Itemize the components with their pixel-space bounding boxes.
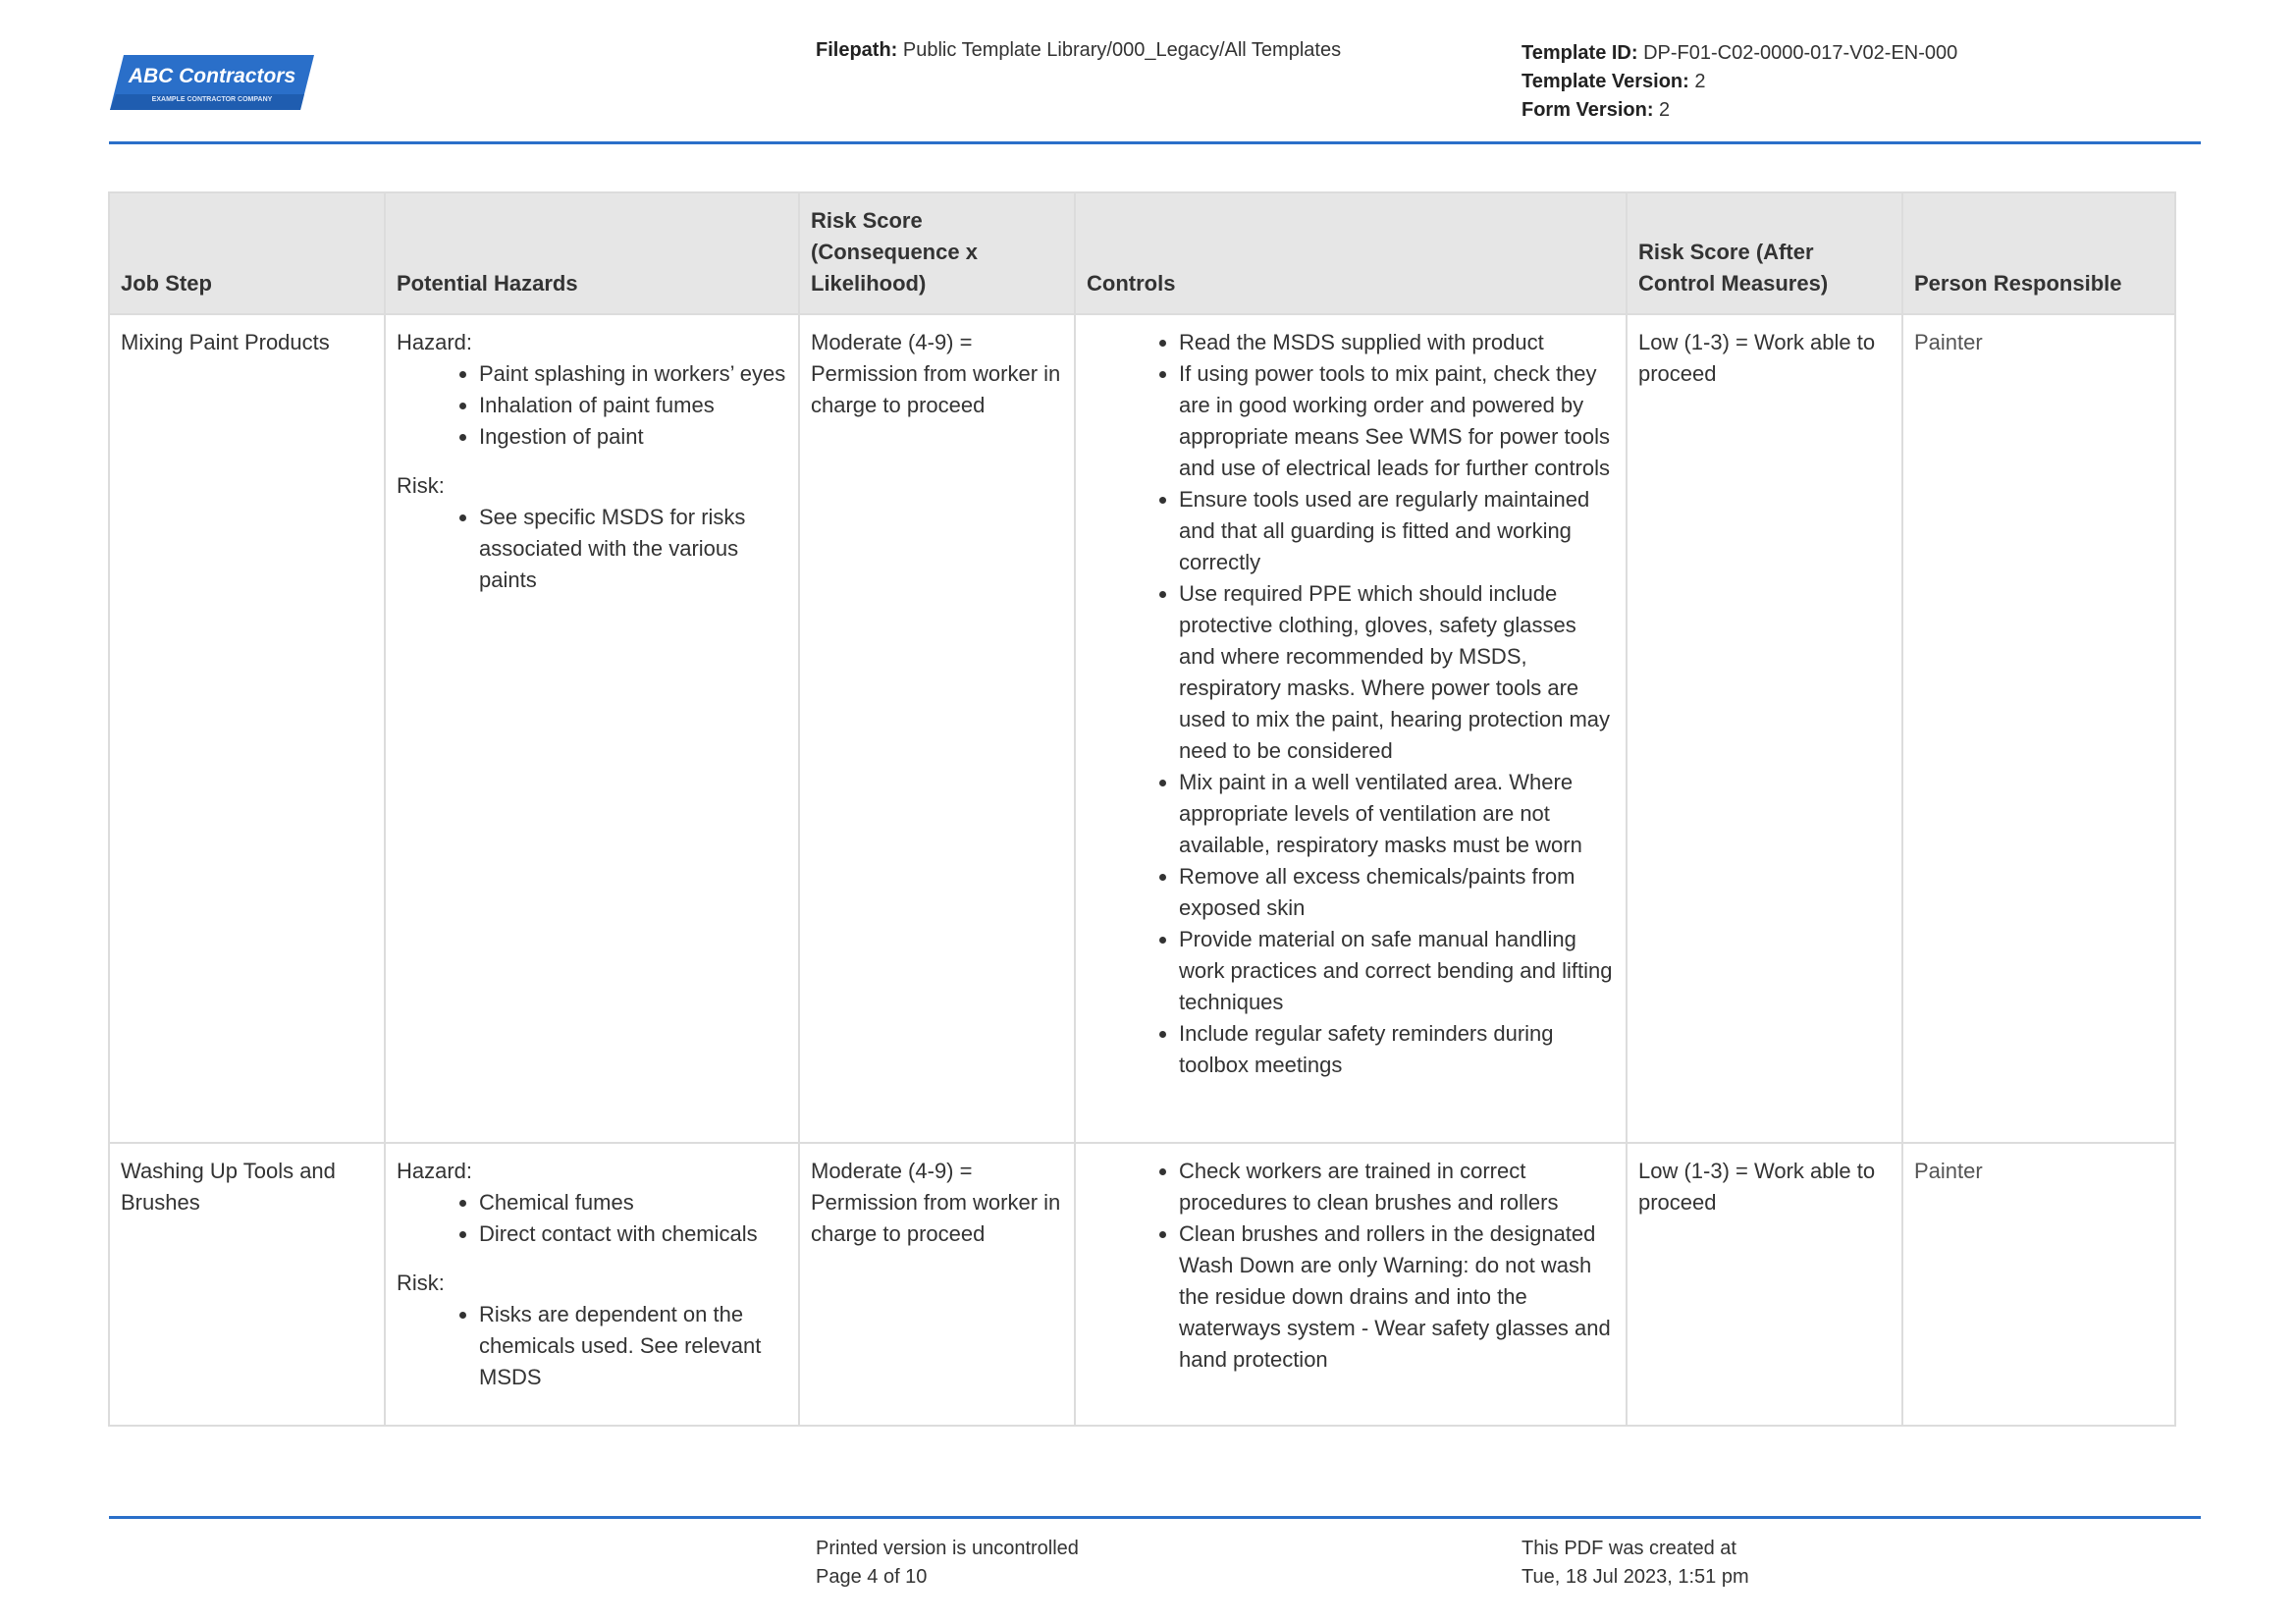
hazard-list xyxy=(397,358,787,453)
person-responsible-cell: Painter xyxy=(1902,314,2175,1143)
list-item: • See specific MSDS for risks associated with the various paints xyxy=(479,502,787,596)
logo-badge xyxy=(110,53,316,112)
hazard-label: Hazard: xyxy=(397,1159,473,1183)
hazard-list xyxy=(397,1187,787,1250)
template-version xyxy=(1522,68,1957,96)
column-header-job-step: Job Step xyxy=(109,192,385,314)
list-item: • Inhalation of paint fumes xyxy=(479,390,787,421)
hazards-cell xyxy=(385,314,799,1143)
risk-after-cell: Low (1-3) = Work able to proceed xyxy=(1627,314,1902,1143)
created-label: This PDF was created at xyxy=(1522,1538,1736,1559)
controls-cell xyxy=(1075,314,1627,1143)
list-item: • Chemical fumes xyxy=(479,1187,787,1218)
hazard-label: Hazard: xyxy=(397,330,473,354)
column-header-potential-hazards: Potential Hazards xyxy=(385,192,799,314)
template-version-value: 2 xyxy=(1694,71,1706,92)
list-item: • Paint splashing in workers’ eyes xyxy=(479,358,787,390)
column-header-controls: Controls xyxy=(1075,192,1627,314)
form-version xyxy=(1522,96,1957,125)
list-item: • Ensure tools used are regularly maintained and that all guarding is fitted and working correctly xyxy=(1179,484,1615,578)
company-logo xyxy=(110,53,316,117)
uncontrolled-notice: Printed version is uncontrolled xyxy=(816,1538,1079,1559)
list-item: • Clean brushes and rollers in the designated Wash Down are only Warning: do not wash the residue down drains and into the waterways system - Wear safety glasses and hand protection xyxy=(1179,1218,1615,1376)
footer-divider xyxy=(109,1516,2201,1519)
filepath-label: Filepath: xyxy=(816,39,898,61)
template-id-label: Template ID: xyxy=(1522,42,1638,64)
job-step-cell: Mixing Paint Products xyxy=(109,314,385,1143)
job-step-cell: Washing Up Tools and Brushes xyxy=(109,1143,385,1426)
list-item: • Remove all excess chemicals/paints from exposed skin xyxy=(1179,861,1615,924)
risk-score-cell: Moderate (4-9) = Permission from worker in charge to proceed xyxy=(799,1143,1075,1426)
risk-after-cell: Low (1-3) = Work able to proceed xyxy=(1627,1143,1902,1426)
filepath xyxy=(816,39,1341,62)
template-id xyxy=(1522,39,1957,68)
table-header-row xyxy=(109,192,2175,314)
risk-list xyxy=(397,502,787,596)
risk-assessment-table xyxy=(108,191,2176,1427)
risk-list xyxy=(397,1299,787,1393)
list-item: • Direct contact with chemicals xyxy=(479,1218,787,1250)
filepath-value: Public Template Library/000_Legacy/All Templates xyxy=(902,39,1342,61)
list-item: • Include regular safety reminders during toolbox meetings xyxy=(1179,1018,1615,1081)
column-header-person-responsible: Person Responsible xyxy=(1902,192,2175,314)
header-divider xyxy=(109,141,2201,144)
logo-tagline: EXAMPLE CONTRACTOR COMPANY xyxy=(151,96,273,103)
logo-name: ABC Contractors xyxy=(128,65,296,87)
list-item: • Check workers are trained in correct procedures to clean brushes and rollers xyxy=(1179,1156,1615,1218)
controls-list xyxy=(1087,327,1615,1081)
list-item: • Risks are dependent on the chemicals used. See relevant MSDS xyxy=(479,1299,787,1393)
table-row xyxy=(109,1143,2175,1426)
column-header-risk-score: Risk Score (Consequence x Likelihood) xyxy=(799,192,1075,314)
template-id-value: DP-F01-C02-0000-017-V02-EN-000 xyxy=(1643,42,1958,64)
form-version-label: Form Version: xyxy=(1522,99,1654,121)
risk-label: Risk: xyxy=(397,473,445,498)
risk-label: Risk: xyxy=(397,1271,445,1295)
list-item: • Use required PPE which should include protective clothing, gloves, safety glasses and where recommended by MSDS, respiratory masks. Where power tools are used to mix the paint, hearing protection may need to be considered xyxy=(1179,578,1615,767)
column-header-risk-score-after: Risk Score (After Control Measures) xyxy=(1627,192,1902,314)
template-version-label: Template Version: xyxy=(1522,71,1689,92)
table-row xyxy=(109,314,2175,1143)
controls-list xyxy=(1087,1156,1615,1376)
risk-score-cell: Moderate (4-9) = Permission from worker in charge to proceed xyxy=(799,314,1075,1143)
form-version-value: 2 xyxy=(1659,99,1671,121)
controls-cell xyxy=(1075,1143,1627,1426)
hazards-cell xyxy=(385,1143,799,1426)
person-responsible-cell: Painter xyxy=(1902,1143,2175,1426)
list-item: • Ingestion of paint xyxy=(479,421,787,453)
template-info xyxy=(1522,39,1957,125)
list-item: • If using power tools to mix paint, check they are in good working order and powered by appropriate means See WMS for power tools and use of electrical leads for further controls xyxy=(1179,358,1615,484)
list-item: • Mix paint in a well ventilated area. Where appropriate levels of ventilation are not available, respiratory masks must be worn xyxy=(1179,767,1615,861)
page-number: Page 4 of 10 xyxy=(816,1566,928,1588)
footer-right xyxy=(1522,1535,1749,1592)
created-timestamp: Tue, 18 Jul 2023, 1:51 pm xyxy=(1522,1566,1749,1588)
list-item: • Read the MSDS supplied with product xyxy=(1179,327,1615,358)
list-item: • Provide material on safe manual handling work practices and correct bending and lifting techniques xyxy=(1179,924,1615,1018)
footer-left xyxy=(816,1535,1079,1592)
